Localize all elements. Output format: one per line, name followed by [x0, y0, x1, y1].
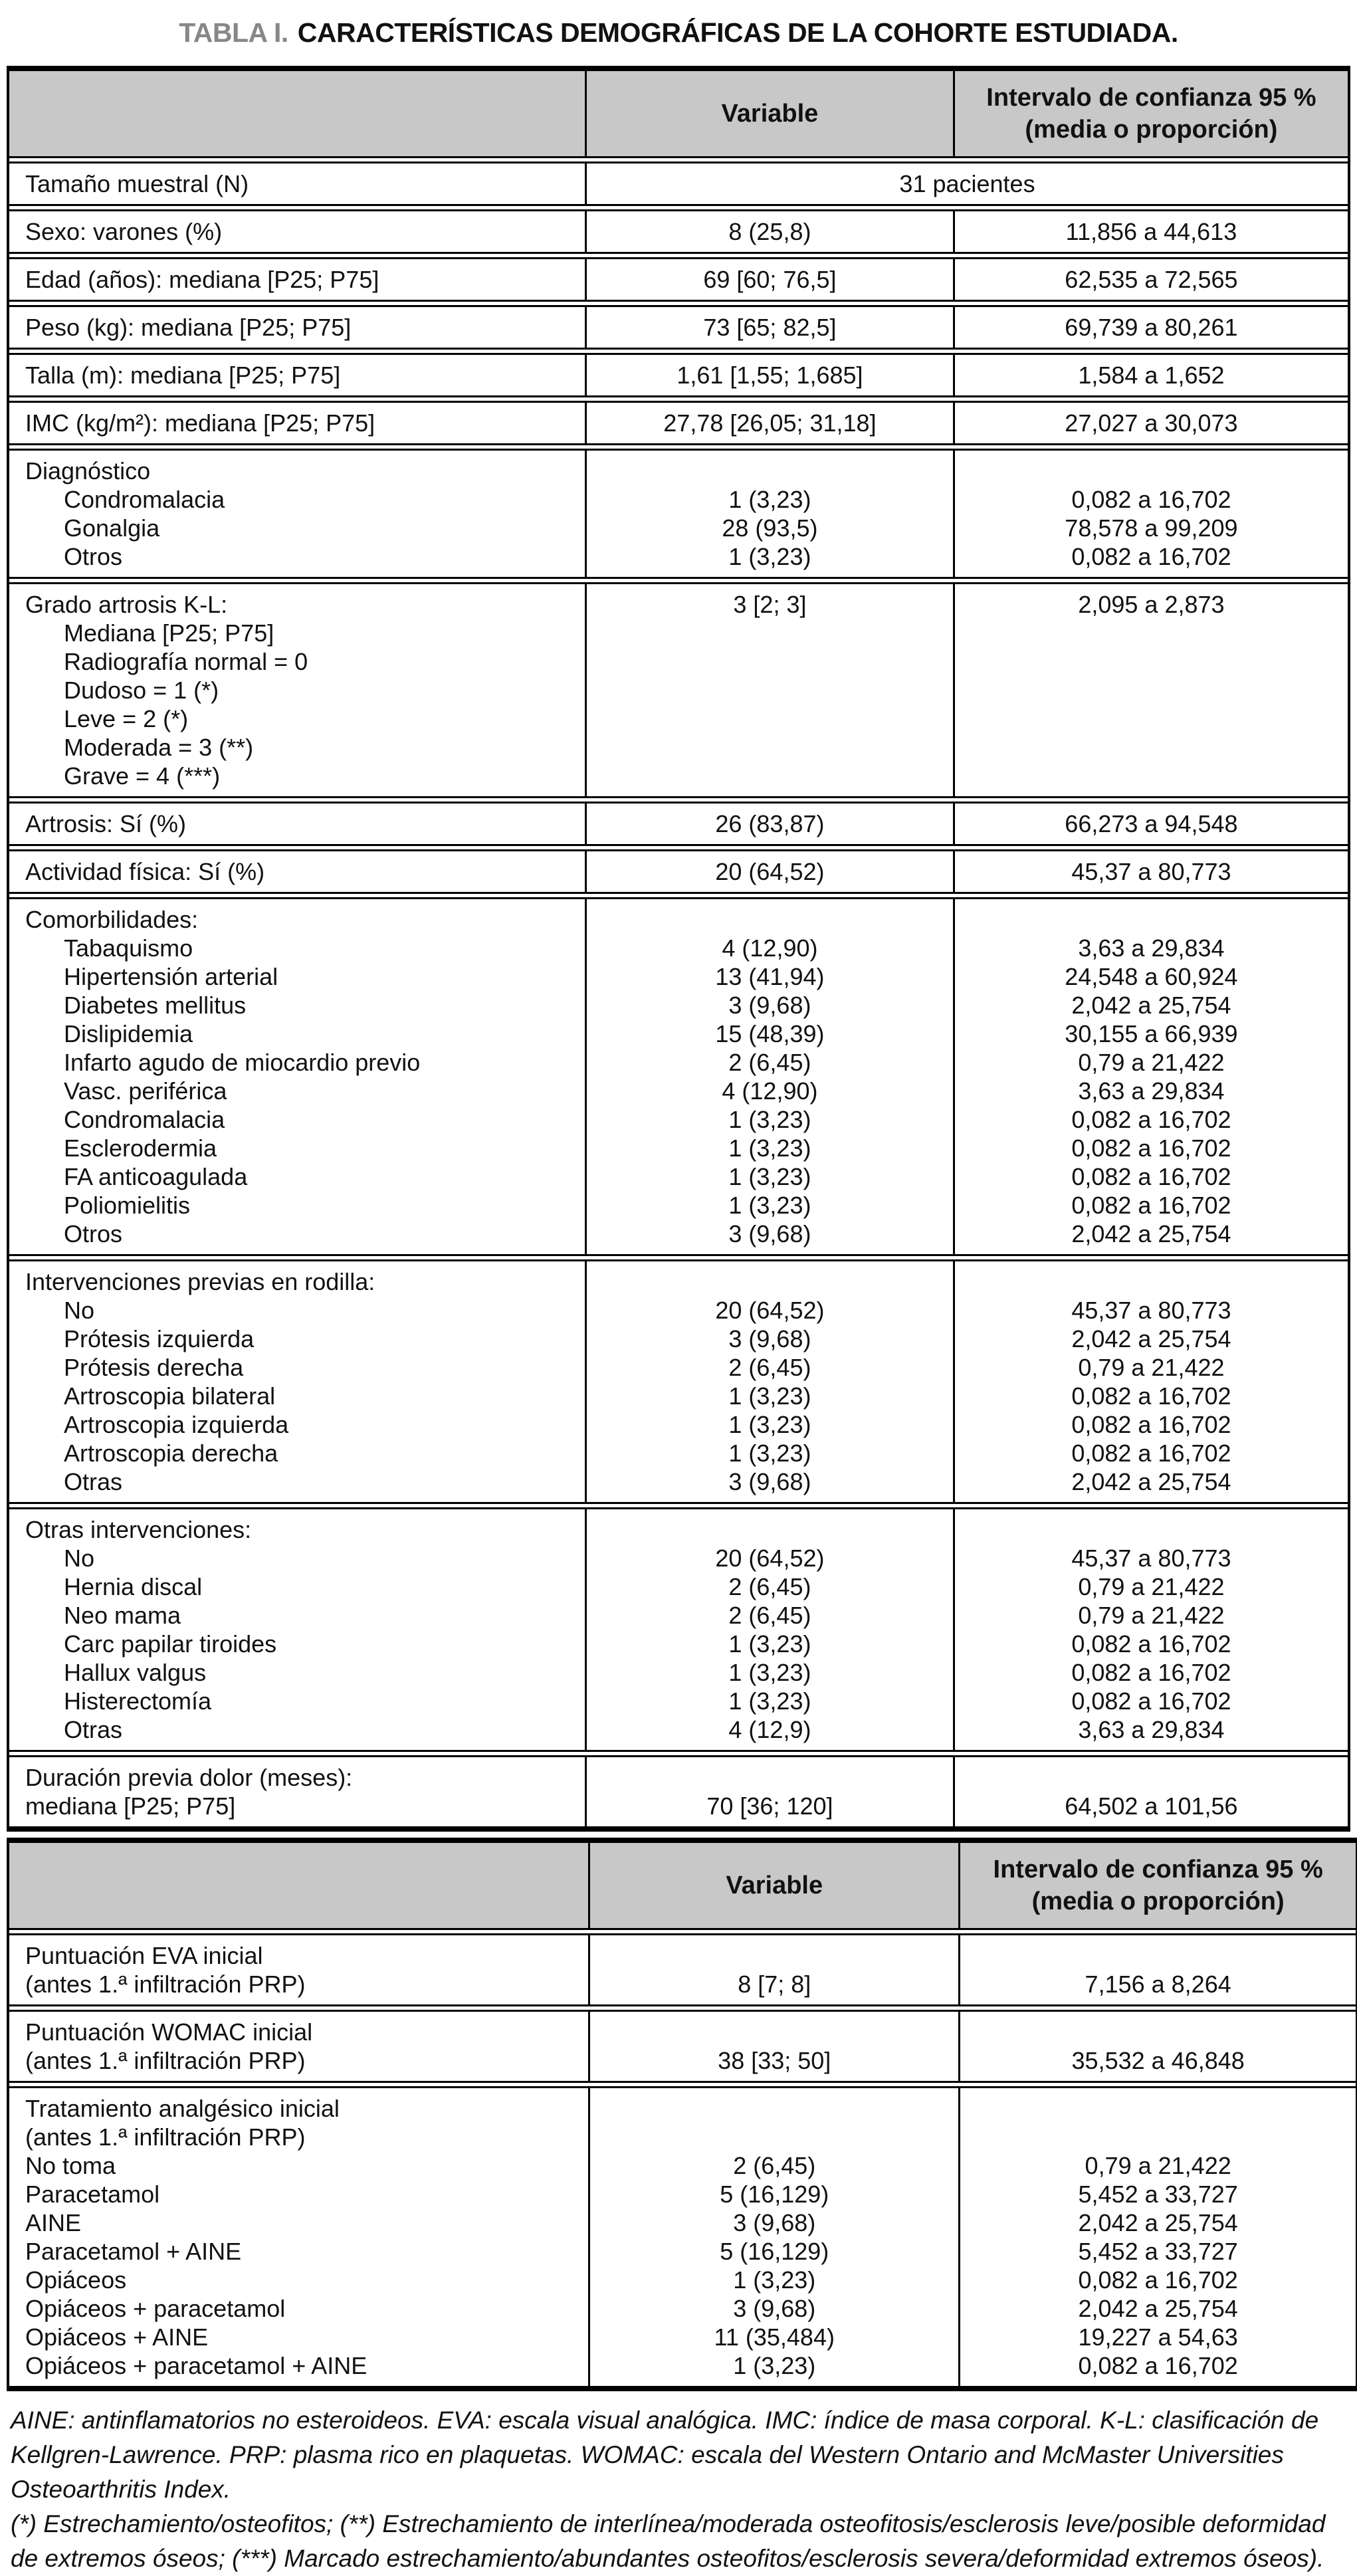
row-ci-line: 0,082 a 16,702	[1071, 543, 1231, 570]
row-value-line: 1 (3,23)	[728, 1411, 811, 1438]
row-value	[588, 2010, 958, 2083]
row-label-line: Grado artrosis K-L:	[25, 591, 228, 618]
row-label-line: No	[64, 1545, 95, 1572]
row-ci-line: 5,452 a 33,727	[1078, 2181, 1238, 2208]
row-label-line: Grave = 4 (***)	[64, 762, 221, 790]
row-ci-line: 27,027 a 30,073	[1065, 409, 1238, 437]
row-label-line: Infarto agudo de miocardio previo	[64, 1049, 421, 1076]
row-value-line: 20 (64,52)	[715, 1545, 825, 1572]
row-value	[585, 897, 953, 1256]
table-row	[9, 1933, 1356, 2006]
row-ci	[953, 257, 1348, 302]
table-row	[9, 305, 1348, 350]
table-row	[9, 161, 1348, 206]
row-ci-line: 0,79 a 21,422	[1078, 1354, 1225, 1381]
row-value-line: 2 (6,45)	[728, 1354, 811, 1381]
row-ci	[953, 802, 1348, 846]
row-ci-line: 0,082 a 16,702	[1071, 1659, 1231, 1686]
row-value-line: 11 (35,484)	[714, 2323, 835, 2351]
row-value	[585, 305, 953, 350]
row-value-line: 5 (16,129)	[720, 2181, 829, 2208]
row-label-line: Artroscopia derecha	[64, 1440, 278, 1467]
row-label-line: Puntuación EVA inicial	[25, 1942, 263, 1969]
row-label-line: AINE	[25, 2209, 82, 2236]
table-row	[9, 401, 1348, 445]
row-label	[9, 897, 585, 1256]
row-ci-line: 0,082 a 16,702	[1071, 1630, 1231, 1658]
row-ci-line: 45,37 a 80,773	[1071, 858, 1231, 885]
row-label-line: Hallux valgus	[64, 1659, 207, 1686]
table-gap	[7, 1832, 1350, 1838]
table-row	[9, 1755, 1348, 1828]
row-value	[585, 401, 953, 445]
row-label-line: Puntuación WOMAC inicial	[25, 2018, 313, 2046]
row-value-line: 1 (3,23)	[728, 1659, 811, 1686]
row-label	[9, 1755, 585, 1828]
row-ci-line: 0,082 a 16,702	[1078, 2266, 1238, 2294]
row-label-line: Otros	[64, 1220, 123, 1247]
row-value	[585, 449, 953, 579]
row-ci	[953, 449, 1348, 579]
row-ci-line: 0,082 a 16,702	[1071, 1687, 1231, 1715]
row-ci-line	[964, 457, 1338, 485]
row-ci-line: 2,042 a 25,754	[1078, 2209, 1238, 2236]
row-label	[9, 1507, 585, 1752]
row-ci-line: 3,63 a 29,834	[1078, 934, 1225, 962]
row-label-line: (antes 1.ª infiltración PRP)	[25, 2123, 306, 2151]
table-1	[7, 66, 1350, 1832]
row-ci-line: 45,37 a 80,773	[1071, 1297, 1231, 1324]
row-ci-line: 19,227 a 54,63	[1078, 2323, 1238, 2351]
row-value-line: 2 (6,45)	[728, 1573, 811, 1600]
row-label-line: IMC (kg/m²): mediana [P25; P75]	[25, 409, 375, 437]
row-value-line: 1,61 [1,55; 1,685]	[677, 362, 863, 389]
row-ci	[958, 2086, 1356, 2388]
row-label	[9, 2010, 588, 2083]
row-label-line: No toma	[25, 2152, 116, 2179]
row-value-line: 1 (3,23)	[733, 2352, 816, 2379]
footnote-asterisks: (*) Estrechamiento/osteofitos; (**) Estrechamiento de interlínea/moderada osteofitosis/esclerosis leve/posible deformidad de extremos óseos; (***) Marcado estrechamiento/abundantes osteofitos/esclerosis severa/deformidad extremos óseos).	[11, 2510, 1326, 2572]
row-ci-line: 78,578 a 99,209	[1065, 514, 1238, 542]
row-ci-line: 62,535 a 72,565	[1065, 266, 1238, 293]
row-value-line: 4 (12,9)	[728, 1716, 811, 1743]
row-label-line: Hipertensión arterial	[64, 963, 278, 990]
row-ci-line: 3,63 a 29,834	[1078, 1716, 1225, 1743]
row-label	[9, 257, 585, 302]
row-label-line: Artroscopia izquierda	[64, 1411, 289, 1438]
row-value-line: 8 [7; 8]	[738, 1971, 811, 1998]
row-ci	[953, 305, 1348, 350]
row-ci-line: 0,082 a 16,702	[1078, 2352, 1238, 2379]
header-ci-line2: (media o proporción)	[1031, 1887, 1285, 1915]
row-ci-line	[970, 2094, 1346, 2123]
row-value	[585, 1755, 953, 1828]
row-value-line: 1 (3,23)	[728, 1687, 811, 1715]
row-ci-line	[964, 1267, 1338, 1296]
row-label-line: Opiáceos + paracetamol + AINE	[25, 2352, 367, 2379]
row-value	[585, 849, 953, 894]
row-label-line: Opiáceos + AINE	[25, 2323, 209, 2351]
row-ci-line: 2,095 a 2,873	[1078, 591, 1225, 618]
row-label	[9, 305, 585, 350]
row-label-line: Opiáceos + paracetamol	[25, 2295, 286, 2322]
row-value	[585, 257, 953, 302]
row-ci	[953, 1259, 1348, 1504]
table-title-label: TABLA I.	[179, 17, 288, 48]
row-ci-line: 11,856 a 44,613	[1065, 218, 1237, 245]
row-value	[585, 209, 953, 254]
row-label-line: (antes 1.ª infiltración PRP)	[25, 1971, 306, 1998]
row-value-line: 2 (6,45)	[733, 2152, 816, 2179]
row-label-line: Dudoso = 1 (*)	[64, 677, 219, 704]
table-row	[9, 2010, 1356, 2083]
row-value-line	[596, 647, 944, 676]
row-value-line: 1 (3,23)	[728, 543, 811, 570]
row-ci	[953, 849, 1348, 894]
header-ci-line1: Intervalo de confianza 95 %	[986, 84, 1316, 112]
row-label-line: Comorbilidades:	[25, 906, 199, 933]
row-label	[9, 401, 585, 445]
row-value-line: 26 (83,87)	[715, 810, 825, 837]
row-value-line	[599, 2018, 949, 2046]
row-ci-line	[964, 647, 1338, 676]
row-label	[9, 1933, 588, 2006]
row-label-line: Vasc. periférica	[64, 1077, 227, 1105]
row-value-line	[596, 704, 944, 733]
row-label: Tamaño muestral (N)	[9, 161, 585, 206]
row-label	[9, 449, 585, 579]
row-label-line: Artrosis: Sí (%)	[25, 810, 187, 837]
row-label-line: Edad (años): mediana [P25; P75]	[25, 266, 379, 293]
row-ci-line: 1,584 a 1,652	[1078, 362, 1225, 389]
row-ci-line: 0,79 a 21,422	[1078, 1573, 1225, 1600]
row-label-line: Prótesis izquierda	[64, 1325, 255, 1352]
data-table	[9, 1838, 1356, 2391]
row-span-value: 31 pacientes	[585, 161, 1348, 206]
row-value-line: 20 (64,52)	[715, 858, 825, 885]
header-confidence-interval	[953, 69, 1348, 158]
row-label-line: FA anticoagulada	[64, 1163, 248, 1190]
row-label	[9, 353, 585, 397]
row-ci	[958, 1933, 1356, 2006]
table-row	[9, 802, 1348, 846]
header-empty-cell	[9, 1841, 588, 1930]
row-ci-line: 0,79 a 21,422	[1078, 1049, 1225, 1076]
row-label-line: Otras	[64, 1716, 123, 1743]
row-ci	[953, 401, 1348, 445]
row-value-line: 2 (6,45)	[728, 1602, 811, 1629]
row-ci-line	[970, 2018, 1346, 2046]
row-value-line: 1 (3,23)	[733, 2266, 816, 2294]
row-ci-line: 0,082 a 16,702	[1071, 486, 1231, 513]
row-value-line: 8 (25,8)	[728, 218, 811, 245]
row-label-line: Diabetes mellitus	[64, 992, 247, 1019]
row-ci-line: 0,79 a 21,422	[1085, 2152, 1231, 2179]
table-row	[9, 897, 1348, 1256]
row-value-line: 4 (12,90)	[722, 934, 818, 962]
row-value-line: 1 (3,23)	[728, 1630, 811, 1658]
row-label	[9, 849, 585, 894]
row-label-line: Diagnóstico	[25, 457, 151, 484]
header-ci-line1: Intervalo de confianza 95 %	[993, 1856, 1323, 1883]
row-ci	[953, 1507, 1348, 1752]
row-label-line: Neo mama	[64, 1602, 181, 1629]
row-ci-line: 2,042 a 25,754	[1071, 1325, 1231, 1352]
row-ci	[953, 209, 1348, 254]
header-variable: Variable	[585, 69, 953, 158]
table-row	[9, 1259, 1348, 1504]
row-value-line	[599, 2123, 949, 2151]
row-ci-line	[970, 1941, 1346, 1970]
row-label	[9, 582, 585, 798]
row-value	[585, 582, 953, 798]
data-table	[9, 66, 1348, 1832]
row-ci-line: 69,739 a 80,261	[1065, 314, 1238, 341]
row-label-line: Paracetamol	[25, 2181, 160, 2208]
row-value	[585, 1507, 953, 1752]
row-label-line: No	[64, 1297, 95, 1324]
row-ci-line	[964, 762, 1338, 790]
row-label-line: mediana [P25; P75]	[25, 1792, 236, 1820]
row-label-line: Artroscopia bilateral	[64, 1382, 276, 1410]
row-ci-line: 0,79 a 21,422	[1078, 1602, 1225, 1629]
row-label-line: Hernia discal	[64, 1573, 203, 1600]
row-value-line	[599, 2094, 949, 2123]
row-value-line: 13 (41,94)	[715, 963, 825, 990]
row-ci-line: 0,082 a 16,702	[1071, 1192, 1231, 1219]
row-label-line: Dislipidemia	[64, 1020, 193, 1047]
row-label-line: Otros	[64, 543, 123, 570]
row-label	[9, 2086, 588, 2388]
table-row	[9, 353, 1348, 397]
row-ci-line	[964, 1763, 1338, 1792]
row-label-line: Prótesis derecha	[64, 1354, 244, 1381]
table-row	[9, 1507, 1348, 1752]
row-ci-line: 3,63 a 29,834	[1078, 1077, 1225, 1105]
row-ci-line: 0,082 a 16,702	[1071, 1382, 1231, 1410]
row-ci	[958, 2010, 1356, 2083]
row-label-line: Histerectomía	[64, 1687, 212, 1715]
row-label	[9, 209, 585, 254]
row-value-line: 2 (6,45)	[728, 1049, 811, 1076]
row-ci-line	[964, 905, 1338, 934]
row-ci-line: 2,042 a 25,754	[1071, 1220, 1231, 1247]
row-value-line: 1 (3,23)	[728, 1192, 811, 1219]
table-title-text: CARACTERÍSTICAS DEMOGRÁFICAS DE LA COHORTE ESTUDIADA.	[297, 17, 1178, 48]
row-value-line	[596, 733, 944, 762]
row-value	[585, 802, 953, 846]
row-label-line: Talla (m): mediana [P25; P75]	[25, 362, 341, 389]
row-ci-line: 66,273 a 94,548	[1065, 810, 1238, 837]
table-row	[9, 2086, 1356, 2388]
row-label-line: Paracetamol + AINE	[25, 2238, 242, 2265]
row-ci-line: 24,548 a 60,924	[1065, 963, 1238, 990]
row-value-line: 73 [65; 82,5]	[703, 314, 837, 341]
row-label-line: Poliomielitis	[64, 1192, 191, 1219]
row-value-line: 3 (9,68)	[728, 1220, 811, 1247]
row-ci-line: 0,082 a 16,702	[1071, 1134, 1231, 1162]
table-2	[7, 1838, 1357, 2391]
row-value	[585, 1259, 953, 1504]
table-title	[7, 17, 1350, 49]
footnote-abbreviations: AINE: antinflamatorios no esteroideos. EVA: escala visual analógica. IMC: índice de masa corporal. K-L: clasificación de Kellgren-Lawrence. PRP: plasma rico en plaquetas. WOMAC: escala del Western Ontario and McMaster Universities Osteoarthritis Index.	[11, 2407, 1319, 2503]
row-value-line: 1 (3,23)	[728, 1440, 811, 1467]
row-value-line: 3 (9,68)	[733, 2209, 816, 2236]
table-row	[9, 449, 1348, 579]
row-ci-line	[964, 733, 1338, 762]
row-ci-line: 64,502 a 101,56	[1065, 1792, 1238, 1820]
row-ci-line	[964, 1515, 1338, 1544]
row-label-line: Duración previa dolor (meses):	[25, 1764, 353, 1791]
row-value	[588, 1933, 958, 2006]
row-value-line: 28 (93,5)	[722, 514, 818, 542]
row-ci-line	[964, 704, 1338, 733]
row-ci	[953, 1755, 1348, 1828]
row-value-line	[596, 457, 944, 485]
row-value-line: 1 (3,23)	[728, 1134, 811, 1162]
row-value-line	[596, 619, 944, 647]
row-value-line	[596, 676, 944, 704]
row-ci	[953, 582, 1348, 798]
row-label-line: Tabaquismo	[64, 934, 193, 962]
row-ci-line: 0,082 a 16,702	[1071, 1163, 1231, 1190]
row-ci-line: 2,042 a 25,754	[1078, 2295, 1238, 2322]
row-label	[9, 802, 585, 846]
row-value-line: 1 (3,23)	[728, 1163, 811, 1190]
row-label-line: Carc papilar tiroides	[64, 1630, 277, 1658]
row-label-line: Radiografía normal = 0	[64, 648, 308, 675]
row-ci-line	[964, 676, 1338, 704]
row-label-line: Opiáceos	[25, 2266, 127, 2294]
row-ci-line: 5,452 a 33,727	[1078, 2238, 1238, 2265]
row-value-line: 3 (9,68)	[733, 2295, 816, 2322]
row-label-line: Esclerodermia	[64, 1134, 217, 1162]
row-label-line: Condromalacia	[64, 486, 225, 513]
table-row	[9, 209, 1348, 254]
row-value-line: 1 (3,23)	[728, 1382, 811, 1410]
row-ci	[953, 353, 1348, 397]
row-ci-line: 30,155 a 66,939	[1065, 1020, 1238, 1047]
row-ci-line	[970, 2123, 1346, 2151]
row-label-line: Actividad física: Sí (%)	[25, 858, 265, 885]
footnotes	[7, 2403, 1350, 2576]
row-value-line: 3 (9,68)	[728, 1325, 811, 1352]
row-value	[588, 2086, 958, 2388]
row-label-line: Peso (kg): mediana [P25; P75]	[25, 314, 352, 341]
header-variable: Variable	[588, 1841, 958, 1930]
table-row	[9, 582, 1348, 798]
row-label	[9, 1259, 585, 1504]
row-ci-line: 7,156 a 8,264	[1085, 1971, 1231, 1998]
row-value-line	[599, 1941, 949, 1970]
row-label-line: Sexo: varones (%)	[25, 218, 223, 245]
header-row	[9, 1841, 1356, 1930]
row-value-line: 1 (3,23)	[728, 1106, 811, 1133]
row-label-line: Mediana [P25; P75]	[64, 619, 274, 647]
header-empty-cell	[9, 69, 585, 158]
table-row	[9, 257, 1348, 302]
row-ci-line: 2,042 a 25,754	[1071, 992, 1231, 1019]
row-value-line: 4 (12,90)	[722, 1077, 818, 1105]
row-value-line: 38 [33; 50]	[718, 2047, 831, 2074]
row-value-line: 70 [36; 120]	[706, 1792, 833, 1820]
row-value-line	[596, 905, 944, 934]
row-ci-line: 0,082 a 16,702	[1071, 1440, 1231, 1467]
row-label-line: Otras intervenciones:	[25, 1516, 252, 1543]
row-ci	[953, 897, 1348, 1256]
row-value-line: 20 (64,52)	[715, 1297, 825, 1324]
row-value-line	[596, 1515, 944, 1544]
row-value-line: 3 (9,68)	[728, 992, 811, 1019]
row-value-line: 3 [2; 3]	[733, 591, 807, 618]
row-value-line	[596, 1763, 944, 1792]
row-value-line	[596, 762, 944, 790]
row-label-line: Otras	[64, 1468, 123, 1495]
row-ci-line: 35,532 a 46,848	[1071, 2047, 1245, 2074]
row-value-line	[596, 1267, 944, 1296]
row-value-line: 1 (3,23)	[728, 486, 811, 513]
row-ci-line: 45,37 a 80,773	[1071, 1545, 1231, 1572]
row-value-line: 15 (48,39)	[715, 1020, 825, 1047]
row-value-line: 5 (16,129)	[720, 2238, 829, 2265]
row-label-line: (antes 1.ª infiltración PRP)	[25, 2047, 306, 2074]
table-row	[9, 849, 1348, 894]
row-label-line: Gonalgia	[64, 514, 160, 542]
row-label-line: Intervenciones previas en rodilla:	[25, 1268, 375, 1295]
header-confidence-interval	[958, 1841, 1356, 1930]
header-row	[9, 69, 1348, 158]
row-value-line: 27,78 [26,05; 31,18]	[663, 409, 877, 437]
row-ci-line	[964, 619, 1338, 647]
header-ci-line2: (media o proporción)	[1025, 116, 1278, 144]
row-label-line: Moderada = 3 (**)	[64, 734, 254, 761]
row-value-line: 3 (9,68)	[728, 1468, 811, 1495]
row-value-line: 69 [60; 76,5]	[703, 266, 837, 293]
row-ci-line: 0,082 a 16,702	[1071, 1106, 1231, 1133]
row-ci-line: 2,042 a 25,754	[1071, 1468, 1231, 1495]
row-label-line: Tratamiento analgésico inicial	[25, 2095, 340, 2122]
row-label-line: Leve = 2 (*)	[64, 705, 189, 732]
row-ci-line: 0,082 a 16,702	[1071, 1411, 1231, 1438]
row-value	[585, 353, 953, 397]
row-label-line: Condromalacia	[64, 1106, 225, 1133]
